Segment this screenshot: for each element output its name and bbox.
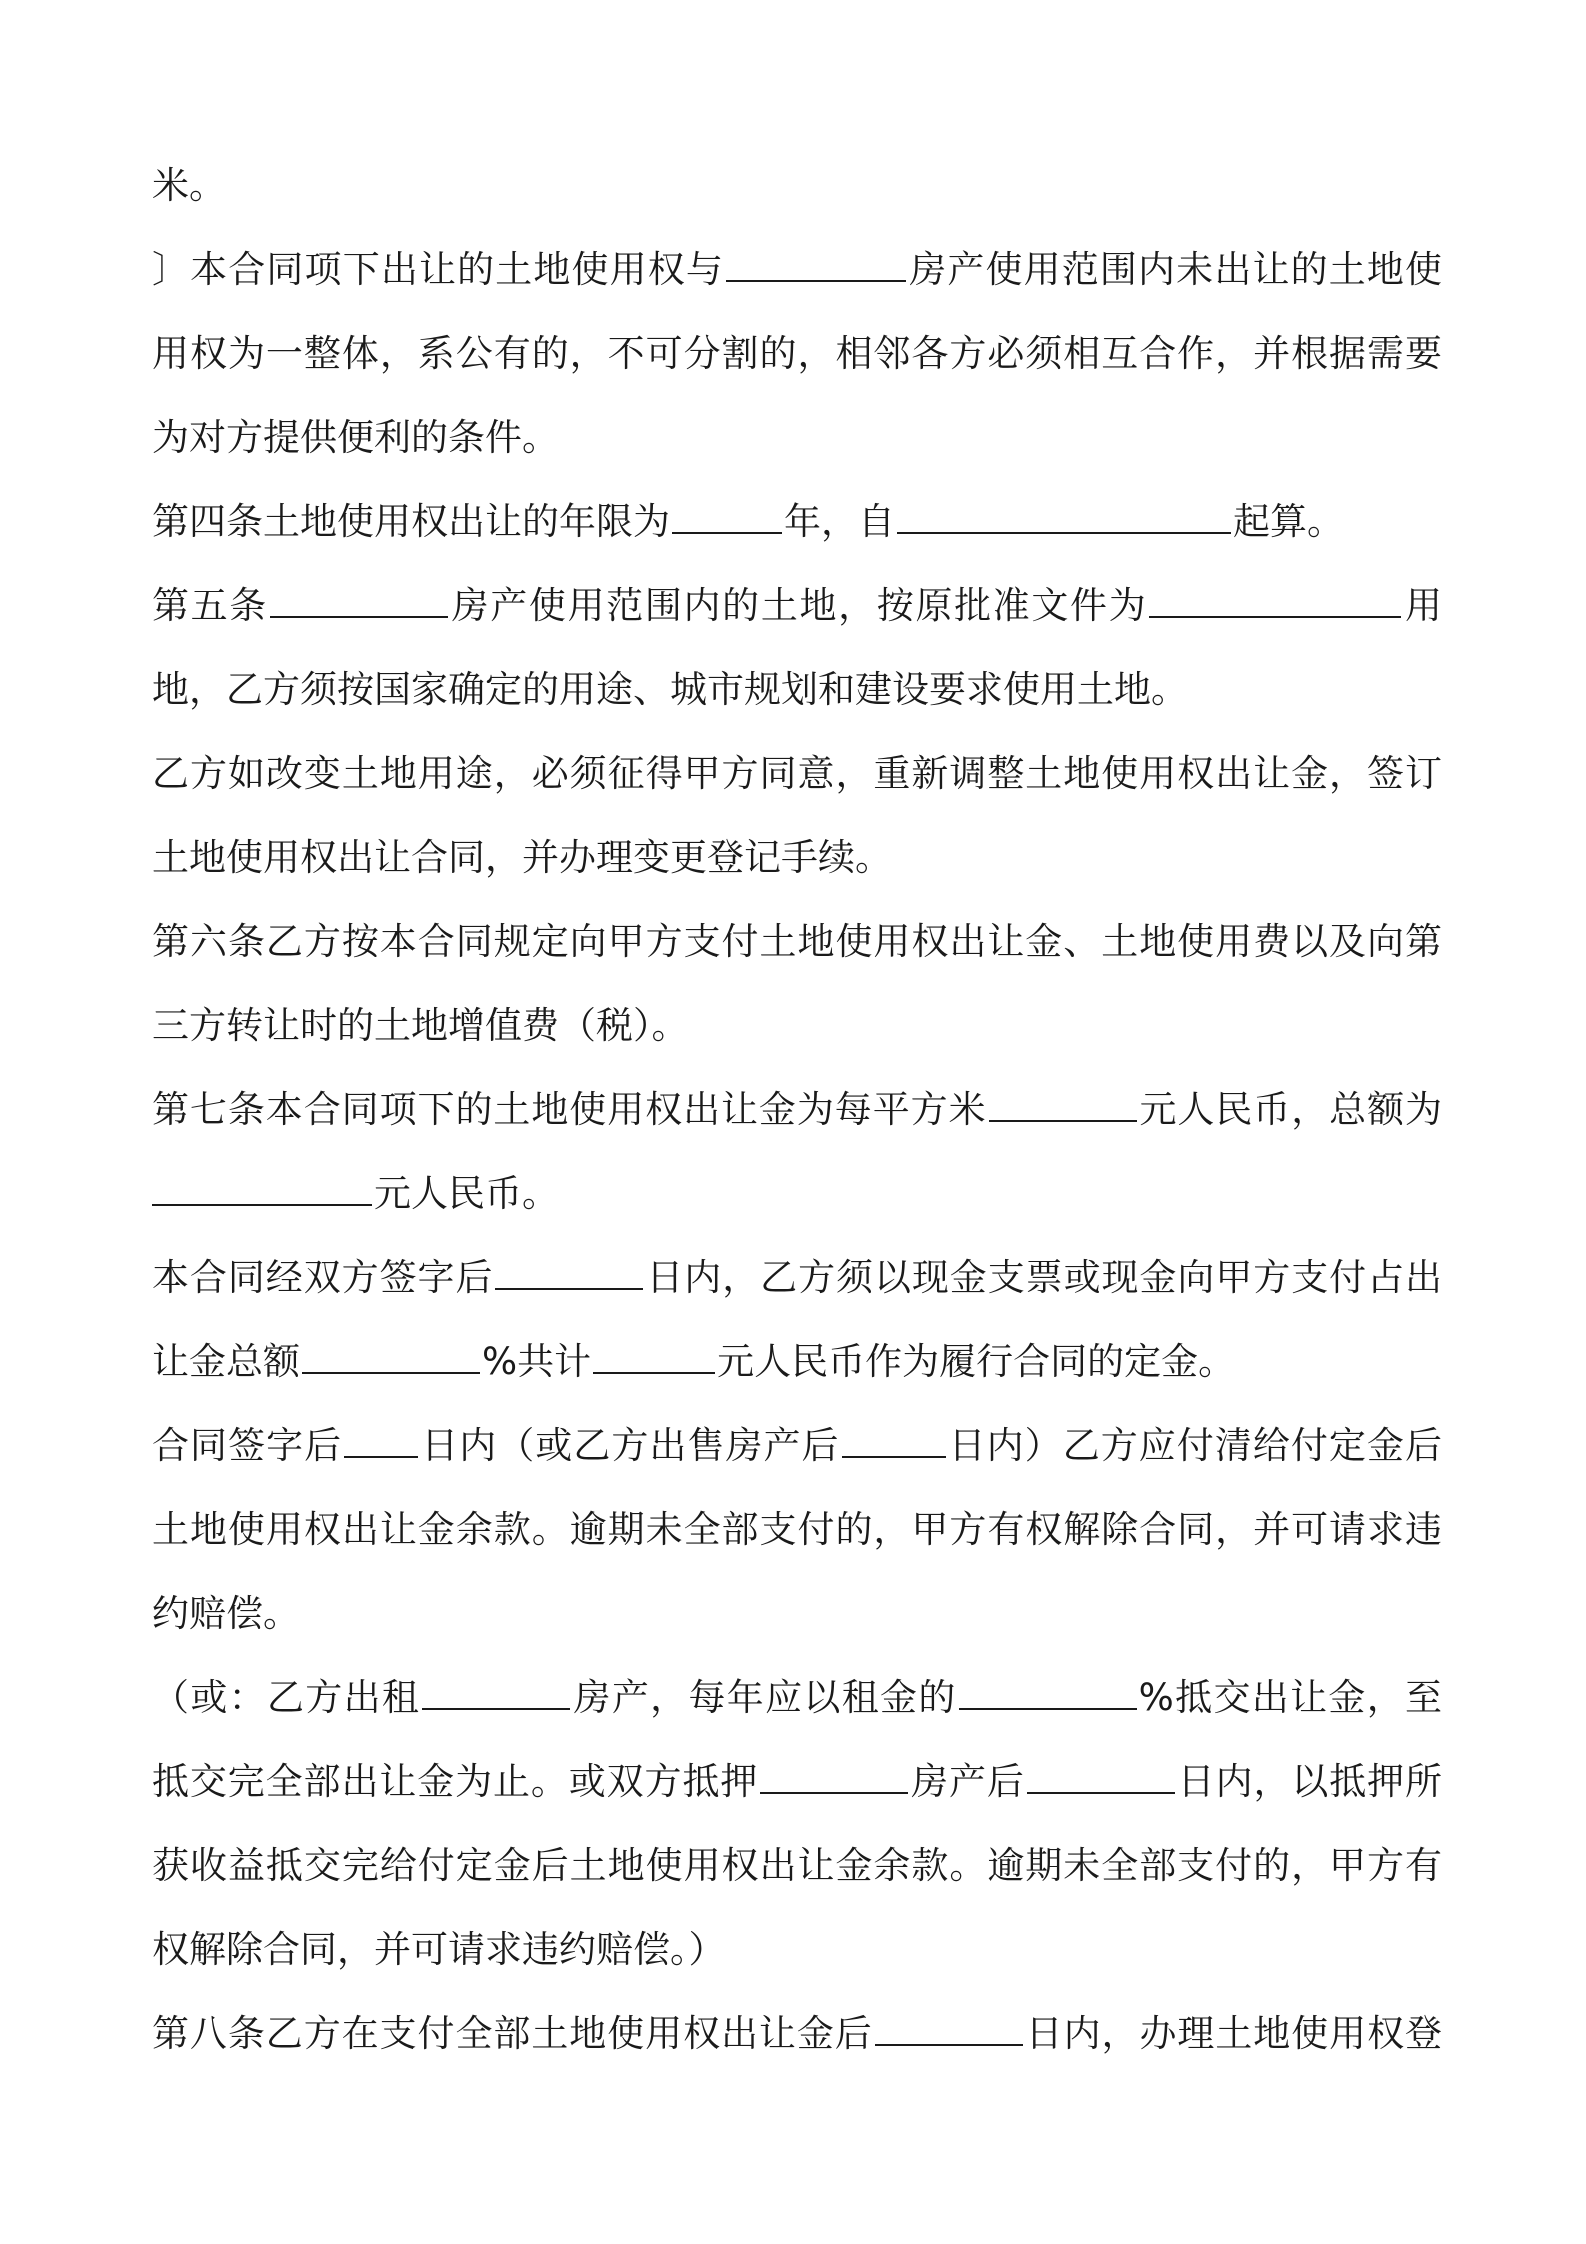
fill-blank (897, 492, 1231, 534)
text-segment: %抵交出让金，至 (1138, 1676, 1443, 1719)
text-line (152, 2004, 1442, 2064)
text-line (152, 1920, 1442, 1980)
fill-blank (959, 1668, 1137, 1710)
text-segment: 地，乙方须按国家确定的用途、城市规划和建设要求使用土地。 (152, 668, 1188, 711)
text-line (152, 744, 1442, 804)
text-segment: 第五条 (152, 584, 268, 627)
text-line (152, 408, 1442, 468)
text-segment: 〕本合同项下出让的土地使用权与 (152, 248, 725, 291)
fill-blank (1027, 1752, 1175, 1794)
text-segment: 用 (1403, 584, 1443, 627)
text-segment: 第七条本合同项下的土地使用权出让金为每平方米 (152, 1088, 987, 1131)
text-segment: 日内）乙方应付清给付定金后 (947, 1424, 1443, 1467)
text-segment: 第六条乙方按本合同规定向甲方支付土地使用权出让金、土地使用费以及向第 (152, 920, 1442, 963)
text-segment: 乙方如改变土地用途，必须征得甲方同意，重新调整土地使用权出让金，签订 (152, 752, 1442, 795)
text-line (152, 156, 1442, 216)
text-segment: 房产后 (910, 1760, 1025, 1803)
text-segment: 元人民币，总额为 (1138, 1088, 1443, 1131)
text-segment: 第四条土地使用权出让的年限为 (152, 500, 670, 543)
text-segment: 米。 (152, 164, 226, 207)
text-segment: 土地使用权出让合同，并办理变更登记手续。 (152, 836, 892, 879)
fill-blank (989, 1080, 1137, 1122)
text-line (152, 1668, 1442, 1728)
text-segment: 房产，每年应以租金的 (572, 1676, 957, 1719)
text-line (152, 1080, 1442, 1140)
text-segment: （或：乙方出租 (152, 1676, 421, 1719)
text-line (152, 1164, 1442, 1224)
text-segment: 抵交完全部出让金为止。或双方抵押 (152, 1760, 759, 1803)
text-segment: %共计 (482, 1340, 592, 1383)
text-line (152, 1332, 1442, 1392)
fill-blank (302, 1332, 480, 1374)
text-line (152, 912, 1442, 972)
text-segment: 权解除合同，并可请求违约赔偿。） (152, 1928, 726, 1971)
text-segment: 让金总额 (152, 1340, 300, 1383)
fill-blank (593, 1332, 715, 1374)
text-line (152, 828, 1442, 888)
text-line (152, 1752, 1442, 1812)
text-line (152, 576, 1442, 636)
text-line (152, 1416, 1442, 1476)
text-segment: 获收益抵交完给付定金后土地使用权出让金余款。逾期未全部支付的，甲方有 (152, 1844, 1442, 1887)
text-segment: 本合同经双方签字后 (152, 1256, 494, 1299)
text-segment: 三方转让时的土地增值费（税）。 (152, 1004, 689, 1047)
text-line (152, 1584, 1442, 1644)
text-segment: 约赔偿。 (152, 1592, 300, 1635)
fill-blank (152, 1164, 372, 1206)
text-line (152, 324, 1442, 384)
text-segment: 为对方提供便利的条件。 (152, 416, 559, 459)
text-segment: 年，自 (784, 500, 895, 543)
text-line (152, 1248, 1442, 1308)
fill-blank (875, 2004, 1023, 2046)
text-line (152, 492, 1442, 552)
fill-blank (1149, 576, 1401, 618)
text-segment: 房产使用范围内的土地，按原批准文件为 (449, 584, 1148, 627)
fill-blank (760, 1752, 908, 1794)
fill-blank (672, 492, 782, 534)
text-segment: 元人民币作为履行合同的定金。 (717, 1340, 1236, 1383)
text-segment: 日内，乙方须以现金支票或现金向甲方支付占出 (645, 1256, 1443, 1299)
text-line (152, 240, 1442, 300)
text-line (152, 1500, 1442, 1560)
text-segment: 用权为一整体，系公有的，不可分割的，相邻各方必须相互合作，并根据需要 (152, 332, 1442, 375)
fill-blank (422, 1668, 570, 1710)
text-segment: 合同签字后 (152, 1424, 343, 1467)
text-segment: 元人民币。 (374, 1172, 559, 1215)
text-segment: 日内，办理土地使用权登 (1024, 2012, 1443, 2055)
text-segment: 第八条乙方在支付全部土地使用权出让金后 (152, 2012, 873, 2055)
text-segment: 土地使用权出让金余款。逾期未全部支付的，甲方有权解除合同，并可请求违 (152, 1508, 1442, 1551)
text-segment: 日内，以抵押所 (1176, 1760, 1443, 1803)
fill-blank (726, 240, 906, 282)
fill-blank (270, 576, 448, 618)
text-segment: 房产使用范围内未出让的土地使 (908, 248, 1443, 291)
text-line (152, 1836, 1442, 1896)
text-line (152, 996, 1442, 1056)
text-segment: 日内（或乙方出售房产后 (420, 1424, 840, 1467)
fill-blank (344, 1416, 418, 1458)
fill-blank (495, 1248, 643, 1290)
fill-blank (842, 1416, 946, 1458)
text-segment: 起算。 (1233, 500, 1344, 543)
text-line (152, 660, 1442, 720)
